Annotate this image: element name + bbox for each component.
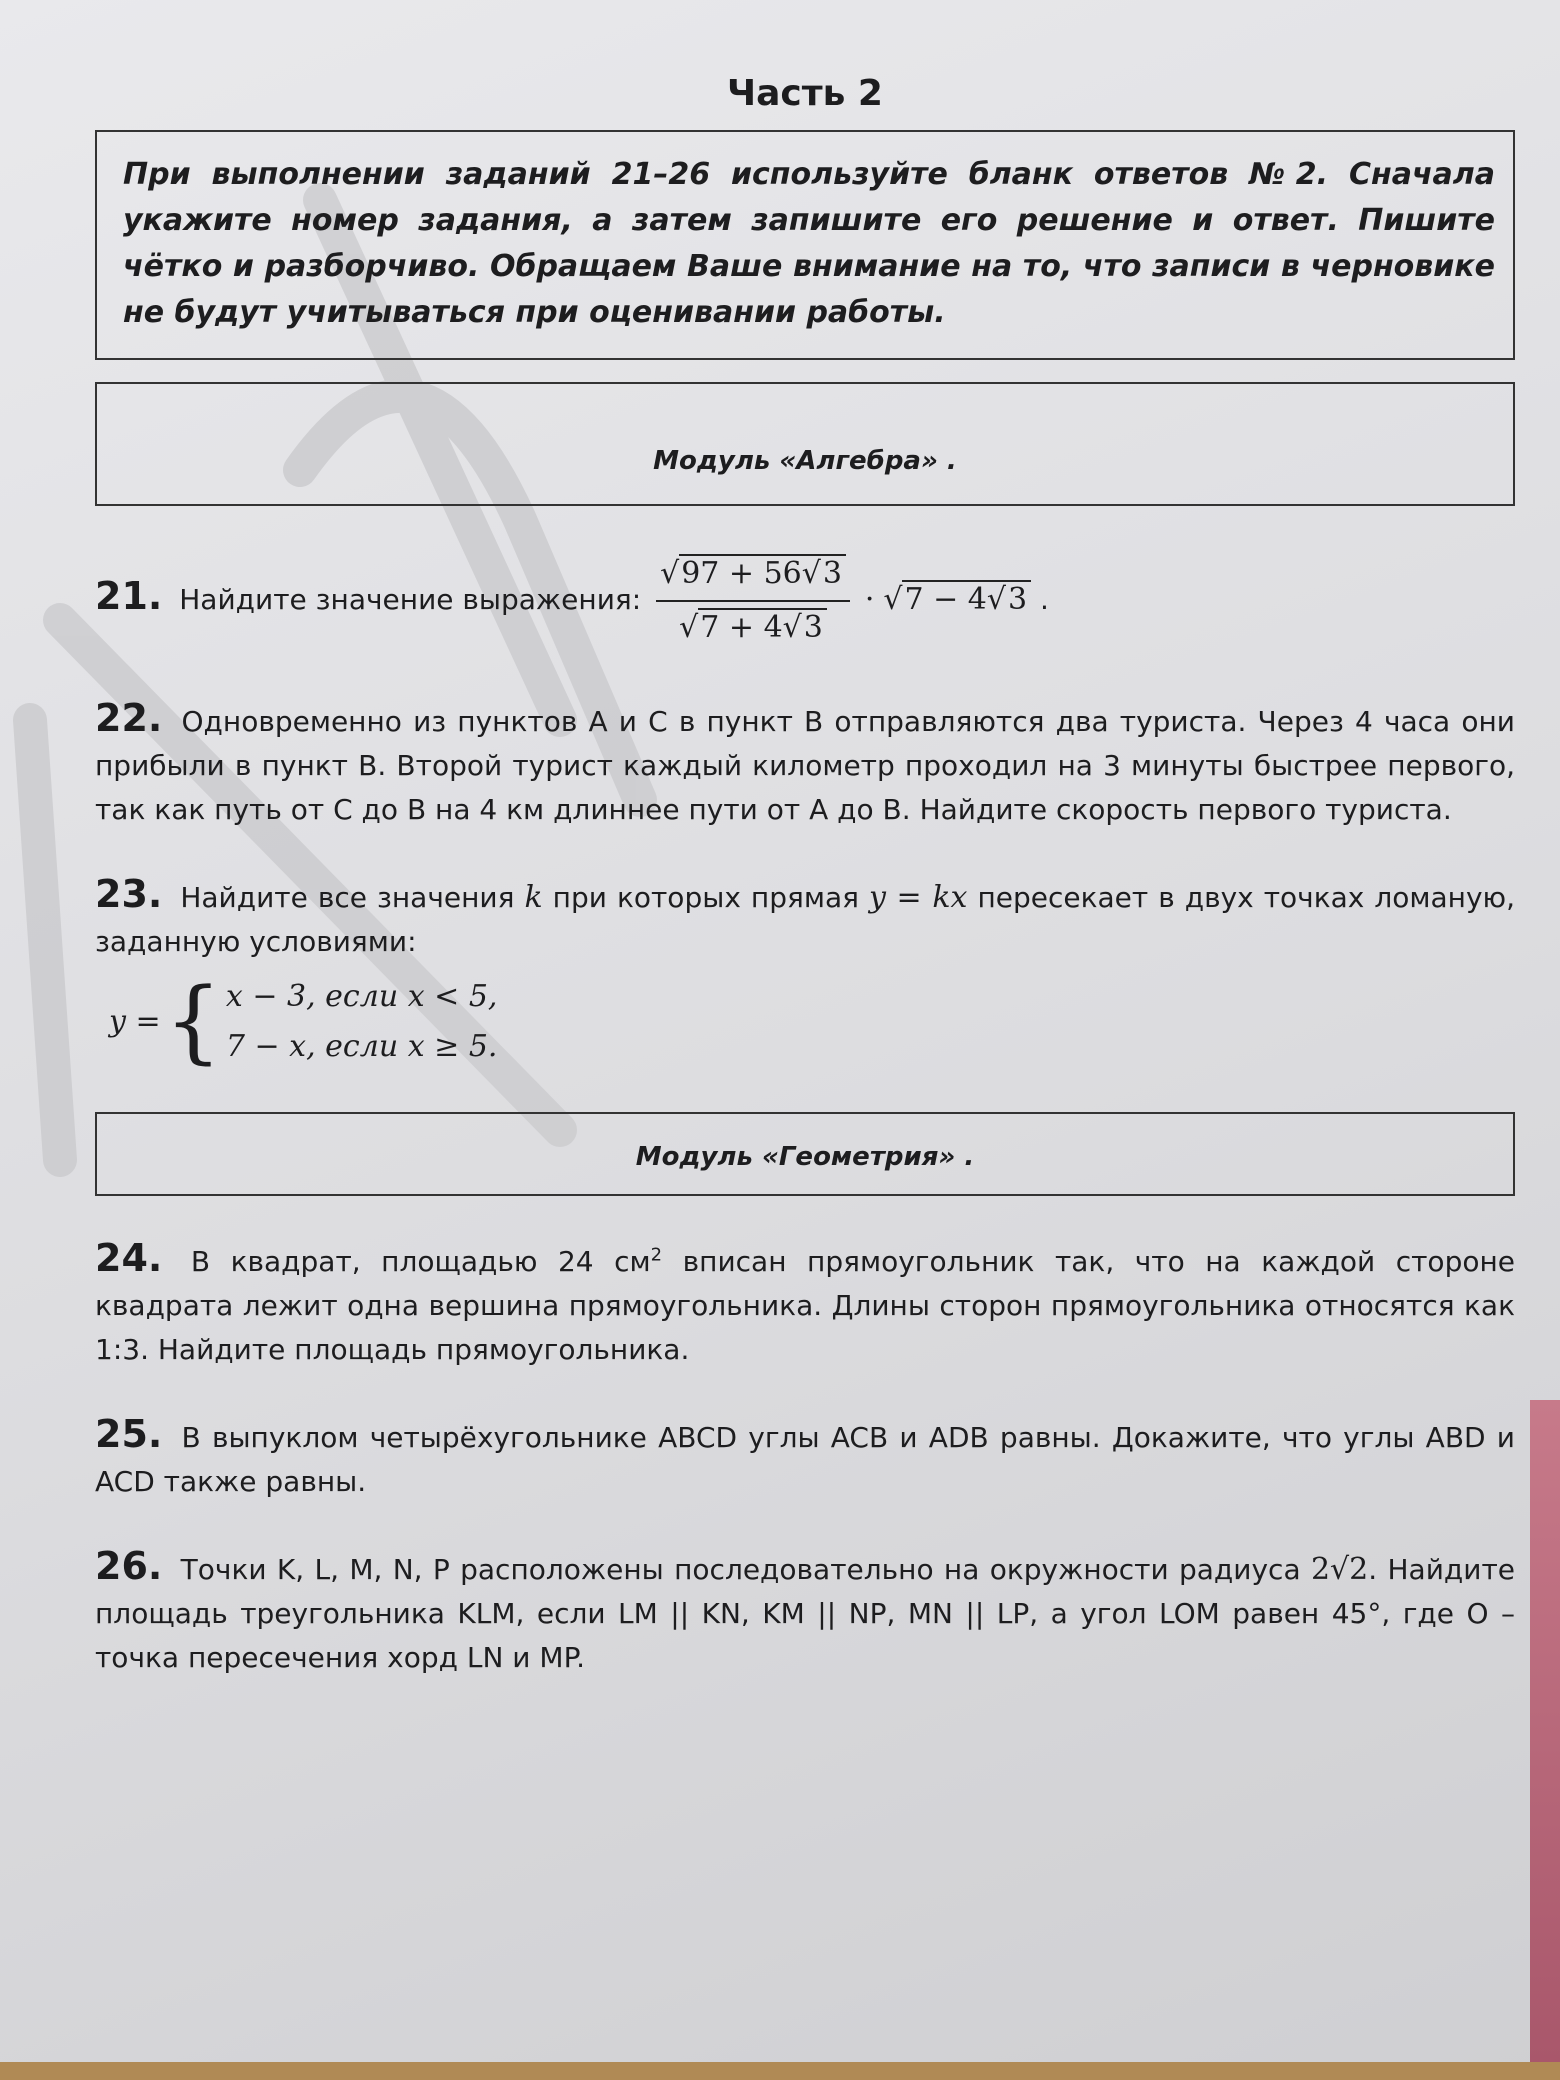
task-number: 25. (95, 1412, 163, 1456)
fraction-expression: $\frac{√97 + 56√3}{√7 + 4√3}$ (656, 552, 850, 650)
multiply-sign: · (864, 582, 875, 617)
numerator-root: 3 (822, 556, 842, 591)
task-number: 26. (95, 1544, 163, 1588)
module-algebra-label: Модуль «Алгебра» . (653, 446, 957, 476)
period: . (1039, 583, 1049, 616)
variable-k: k (524, 880, 543, 915)
task-22 (95, 696, 1515, 832)
module-geometry-header (95, 1112, 1515, 1196)
table-edge (1530, 1400, 1560, 2080)
task-text: Найдите все значения (180, 881, 515, 914)
task-number: 23. (95, 872, 163, 916)
task-23 (95, 872, 1515, 1072)
task-text: . Найдите площадь треугольника KLM, если LM || KN, KM || NP, MN || LP, а угол LOM равен 45°, где O – точка пересечения хорд LN и MP. (95, 1553, 1516, 1674)
task-text: вписан прямоугольник так, что на каждой стороне квадрата лежит одна вершина прямоугольника. Длины сторон прямоугольника относятся как 1:3. Найдите площадь прямоугольника. (95, 1245, 1516, 1366)
task-text: пересекает в двух точках ломаную, заданную условиями: (95, 881, 1516, 958)
tail-expr: 7 − 4 (904, 582, 987, 617)
superscript: 2 (650, 1244, 663, 1266)
module-algebra-header (95, 382, 1515, 506)
task-25 (95, 1412, 1515, 1504)
radius-value: 2√2 (1310, 1552, 1369, 1587)
tail-root: 3 (1007, 582, 1028, 617)
denominator-root: 3 (803, 610, 823, 645)
task-text: Одновременно из пунктов А и С в пункт В отправляются два туриста. Через 4 часа они прибыли в пункт В. Второй турист каждый километр проходил на 3 минуты быстрее первого, так как путь от С до В на 4 км длиннее пути от А до В. Найдите скорость первого туриста. (95, 705, 1515, 826)
task-26 (95, 1544, 1515, 1680)
piecewise-function: y = { x − 3, если x < 5, 7 − x, если x ≥ 5. (109, 969, 498, 1074)
task-text: Точки K, L, M, N, P расположены последовательно на окружности радиуса (180, 1553, 1301, 1586)
instructions-box: При выполнении заданий 21–26 используйте бланк ответов №2. Сначала укажите номер задания, а затем запишите его решение и ответ. Пишите чётко и разборчиво. Обращаем Ваше внимание на то, что записи в черновике не будут учитываться при оценивании работы. (95, 130, 1515, 360)
table-bottom (0, 2062, 1560, 2080)
task-text: В выпуклом четырёхугольнике ABCD углы ACB и ADB равны. Докажите, что углы ABD и ACD также равны. (95, 1421, 1515, 1498)
numerator: 97 + 56 (681, 556, 802, 591)
exam-sheet (95, 70, 1515, 1680)
task-text: при которых прямая (552, 881, 859, 914)
task-number: 22. (95, 696, 163, 740)
denominator: 7 + 4 (700, 610, 783, 645)
task-text: В квадрат, площадью 24 см (190, 1245, 651, 1278)
task-number: 24. (95, 1236, 163, 1280)
case-2: 7 − x, если x ≥ 5. (225, 1029, 498, 1064)
task-number: 21. (95, 574, 163, 618)
task-text: Найдите значение выражения: (179, 583, 642, 616)
part-title: Часть 2 (727, 73, 883, 114)
line-equation: y = kx (868, 880, 968, 915)
task-21: 21. Найдите значение выражения: $\frac{√97 + 56√3}{√7 + 4√3}$ · √7 − 4√3 . (95, 546, 1515, 656)
y-equals: y = (109, 1004, 161, 1039)
task-24 (95, 1236, 1515, 1372)
case-1: x − 3, если x < 5, (225, 979, 498, 1014)
module-geometry-label: Модуль «Геометрия» . (635, 1142, 975, 1172)
